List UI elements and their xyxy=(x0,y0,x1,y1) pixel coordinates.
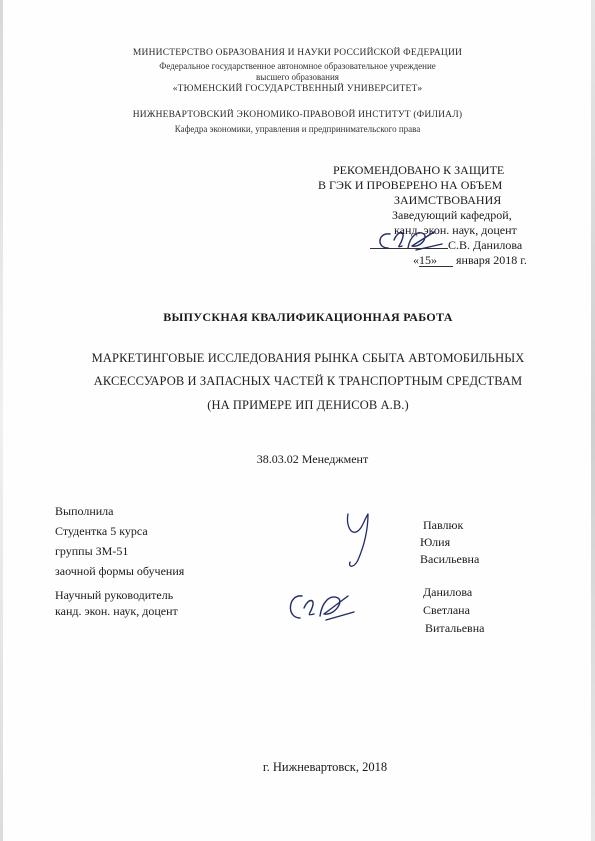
institution-type-line: Федеральное государственное автономное образовательное учреждение xyxy=(159,61,436,71)
branch-name: НИЖНЕВАРТОВСКИЙ ЭКОНОМИКО-ПРАВОВОЙ ИНСТИТУТ (ФИЛИАЛ) xyxy=(132,110,463,120)
approval-signer: С.В. Данилова xyxy=(448,238,523,252)
topic-line-1: МАРКЕТИНГОВЫЕ ИССЛЕДОВАНИЯ РЫНКА СБЫТА АВТОМОБИЛЬНЫХ xyxy=(91,351,525,365)
head-signature-icon xyxy=(372,226,452,254)
approval-head-degree: канд. экон. наук, доцент xyxy=(394,223,517,237)
topic-line-2: АКСЕССУАРОВ И ЗАПАСНЫХ ЧАСТЕЙ К ТРАНСПОРТНЫМ СРЕДСТВАМ xyxy=(93,374,523,388)
approval-date-rest: января 2018 г. xyxy=(456,253,527,267)
approval-date-day: «15» xyxy=(413,253,437,267)
student-patronymic: Васильевна xyxy=(420,552,480,566)
student-label-1: Выполнила xyxy=(55,504,114,518)
topic-line-3: (НА ПРИМЕРЕ ИП ДЕНИСОВ А.В.) xyxy=(207,398,409,412)
student-label-2: Студентка 5 курса xyxy=(55,524,148,538)
university-name: «ТЮМЕНСКИЙ ГОСУДАРСТВЕННЫЙ УНИВЕРСИТЕТ» xyxy=(172,84,423,94)
department-name: Кафедра экономики, управления и предпринимательского права xyxy=(174,124,421,134)
approval-line-2: В ГЭК И ПРОВЕРЕНО НА ОБЪЕМ xyxy=(318,178,503,192)
supervisor-surname: Данилова xyxy=(423,585,473,599)
ministry-line: МИНИСТЕРСТВО ОБРАЗОВАНИЯ И НАУКИ РОССИЙСКОЙ ФЕДЕРАЦИИ xyxy=(132,48,463,58)
student-signature-icon xyxy=(340,510,380,572)
supervisor-label-1: Научный руководитель xyxy=(55,588,174,602)
supervisor-label-2: канд. экон. наук, доцент xyxy=(55,604,178,618)
specialty-code: 38.03.02 Менеджмент xyxy=(256,452,369,466)
city-year: г. Нижневартовск, 2018 xyxy=(262,760,388,774)
institution-level-line: высшего образования xyxy=(256,72,339,82)
supervisor-first-name: Светлана xyxy=(423,603,470,617)
supervisor-patronymic: Витальевна xyxy=(425,621,485,635)
student-surname: Павлюк xyxy=(423,518,464,532)
approval-head-title: Заведующий кафедрой, xyxy=(392,208,512,222)
approval-line-1: РЕКОМЕНДОВАНО К ЗАЩИТЕ xyxy=(333,163,505,177)
student-label-3: группы ЗМ-51 xyxy=(55,544,129,558)
student-label-4: заочной формы обучения xyxy=(55,564,185,578)
supervisor-signature-icon xyxy=(282,586,362,626)
document-title: ВЫПУСКНАЯ КВАЛИФИКАЦИОННАЯ РАБОТА xyxy=(163,310,453,324)
date-underline xyxy=(419,266,453,267)
approval-line-3: ЗАИМСТВОВАНИЯ xyxy=(394,193,502,207)
student-first-name: Юлия xyxy=(420,535,451,549)
